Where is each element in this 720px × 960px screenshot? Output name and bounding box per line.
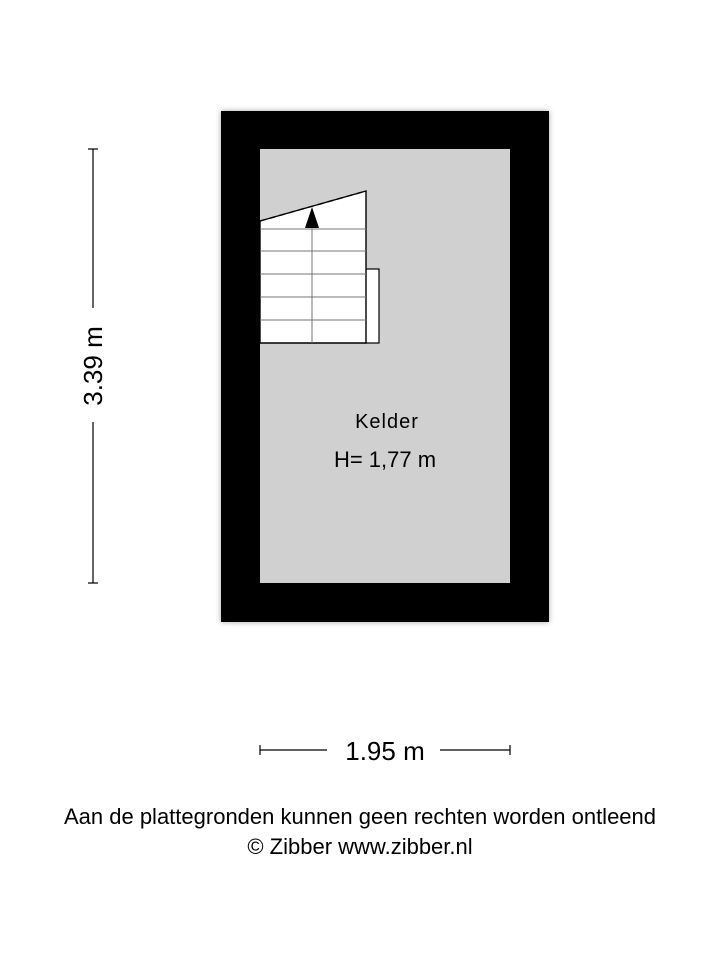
disclaimer-text: Aan de plattegronden kunnen geen rechten worden ontleend bbox=[63, 804, 657, 829]
width-dimension-label: 1.95 m bbox=[345, 736, 425, 766]
height-dimension bbox=[78, 149, 108, 583]
room-name: Kelder bbox=[355, 411, 419, 433]
height-dimension-label: 3.39 m bbox=[78, 326, 108, 406]
stair-landing bbox=[365, 269, 379, 343]
width-dimension-label-svg bbox=[0, 720, 720, 780]
footer bbox=[0, 802, 720, 862]
copyright-text: © Zibber www.zibber.nl bbox=[247, 834, 473, 859]
room-height: H= 1,77 m bbox=[333, 447, 437, 472]
